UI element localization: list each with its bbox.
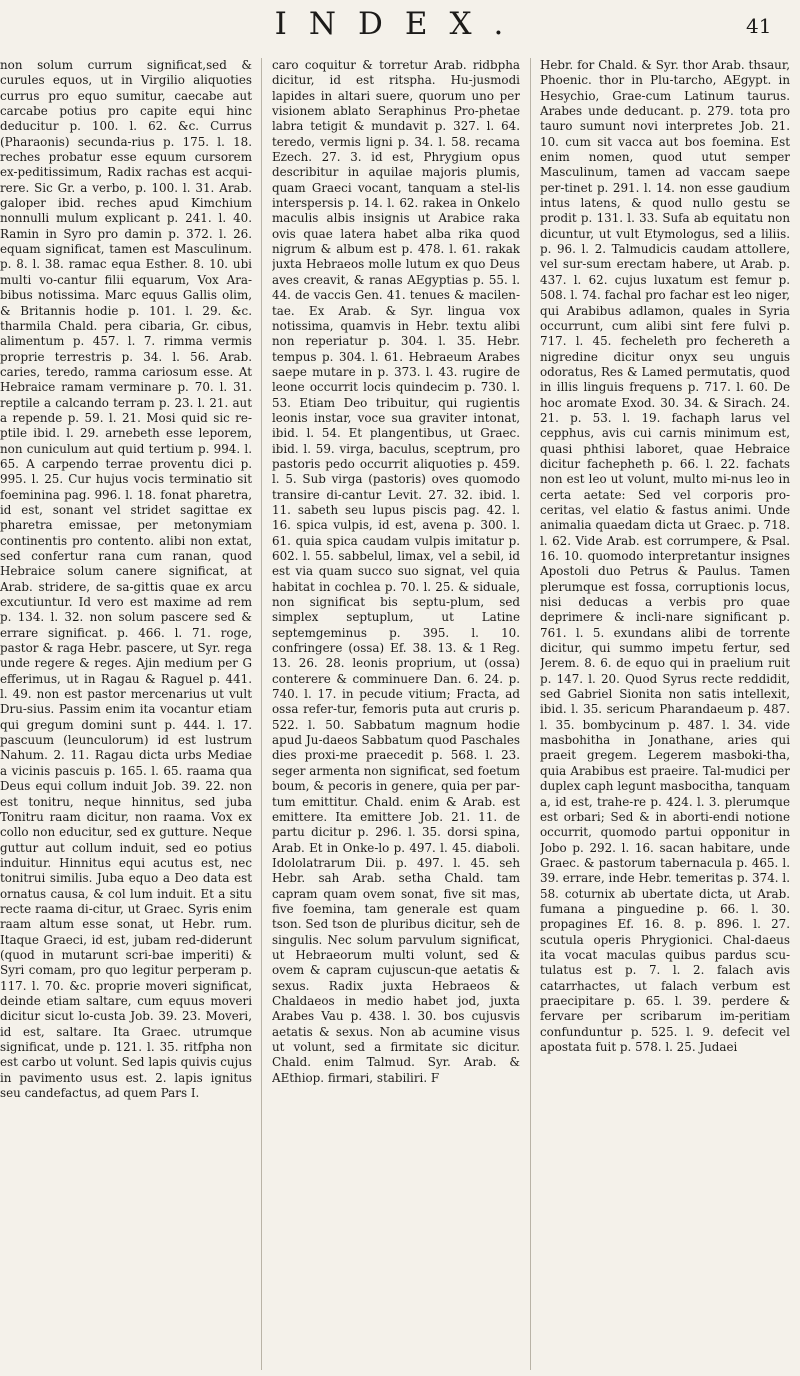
column-divider [530,58,531,1370]
running-title: INDEX. [274,6,526,42]
column-divider [261,58,262,1370]
column-text: Hebr. for Chald. & Syr. thor Arab. thsaur, Phoenic. thor in Plu-tarcho, AEgypt. in Hesychio, Grae-cum Latinum taurus. Arabes unde deducant. p. 279. tota pro tauro sumunt novi interpretes Job. 21. 10. cum sit vacca aut bos foemina. Est enim nomen, quod utut semper Masculinum, tamen ad vaccam saepe per-tinet p. 291. l. 14. non esse gaudium intus latens, & quod nullo gestu se prodit p. 131. l. 33. Sufa ab equitatu non dicuntur, ut vult Etymologus, sed a liliis. p. 96. l. 2. Talmudicis caudam attollere, vel sur-sum erectam habere, ut Arab. p. 437. l. 62. cujus luxatum est femur p. 508. l. 74. fachal pro fachar est leo niger, qui Arabibus adlamon, quales in Syria occurrunt, cum alibi sint fere fulvi p. 717. l. 45. fecheleth pro fechereth a nigredine dicitur onyx seu unguis odoratus, Res & Lamed permutatis, quod in illis linguis frequens p. 717. l. 60. De hoc aromate Exod. 30. 34. & Sirach. 24. 21. p. 53. l. 19. fachaph larus vel cepphus, avis cui carnis minimum est, quasi phthisi laboret, quae Hebraice dicitur fachepheth p. 66. l. 22. fachats non est leo ut volunt, multo mi-nus leo in certa aetate: Sed vel corporis pro-ceritas, vel elatio & fastus animi. Unde animalia quaedam dicta ut Graec. p. 718. l. 62. Vide Arab. est corrumpere, & Psal. 16. 10. quomodo interpretantur insignes Apostoli duo Petrus & Paulus. Tamen plerumque est fossa, corruptionis locus, nisi deducas a verbis pro quae deprimere & incli-nare significant p. 761. l. 5. exundans alibi de torrente dicitur, qui summo impetu fertur, sed Jerem. 8. 6. de equo qui in praelium ruit p. 147. l. 20. Quod Syrus recte reddidit, sed Gabriel Sionita non satis intellexit, ibid. l. 35. sericum Pharandaeum p. 487. l. 35. bombycinum p. 487. l. 34. vide masbohitha in Jonathane, aries qui praeit gregem. Legerem masboki-tha, quia Arabibus est praeire. Tal-mudici per duplex caph legunt masbocitha, tanquam a, id est, trahe-re p. 424. l. 3. plerumque est orbari; Sed & in aborti-endi notione occurrit, quomodo partui opponitur in Jobo p. 292. l. 16. sacan habitare, unde Graec. & pastorum tabernacula p. 465. l. 39. errare, inde Hebr. temeritas p. 374. l. 58. coturnix ab ubertate dicta, ut Arab. fumana a pinguedine p. 66. l. 30. propagines Ef. 16. 8. p. 896. l. 27. scutula operis Phrygionici. Chal-daeus ita vocat maculas quibus pardus scu-tulatus est p. 7. l. 2. falach avis catarrhactes, ut falach verbum est praecipitare p. 65. l. 39. perdere & fervare per scribarum im-peritiam confunduntur p. 525. l. 9. defecit vel apostata fuit p. 578. l. 25. Judaei [540,58,790,1054]
column-text: caro coquitur & torretur Arab. ridbpha dicitur, id est ritspha. Hu-jusmodi lapides in altari suere, quorum uno per visionem ablato Seraphinus Pro-phetae labra tetigit & mundavit p. 327. l. 64. teredo, vermis ligni p. 34. l. 58. recama Ezech. 27. 3. id est, Phrygium opus describitur in aquilae majoris plumis, quam Graeci vocant, tanquam a stel-lis interspersis p. 14. l. 62. rakea in Onkelo maculis albis insignis ut Arabice raka ovis quae latera habet alba rika quod nigrum & album est p. 478. l. 61. rakak juxta Hebraeos molle lutum ex quo Deus aves creavit, & ranas AEgyptias p. 55. l. 44. de vaccis Gen. 41. tenues & macilen-tae. Ex Arab. & Syr. lingua vox notissima, quamvis in Hebr. textu alibi non reperiatur p. 304. l. 35. Hebr. tempus p. 304. l. 61. Hebraeum Arabes saepe mutare in p. 373. l. 43. rugire de leone occurrit locis quindecim p. 730. l. 53. Etiam Deo tribuitur, qui rugientis leonis instar, voce sua graviter intonat, ibid. l. 54. Et plangentibus, ut Graec. ibid. l. 59. virga, baculus, sceptrum, pro pastoris pedo occurrit aliquoties p. 459. l. 5. Sub virga (pastoris) oves quomodo transire di-cantur Levit. 27. 32. ibid. l. 11. sabeth seu lupus piscis pag. 42. l. 16. spica vulpis, id est, avena p. 300. l. 61. quia spica caudam vulpis imitatur p. 602. l. 55. sabbelul, limax, vel a sebil, id est via quam succo suo signat, vel quia habitat in cochlea p. 70. l. 25. & siduale, non significat bis septu-plum, sed simplex septuplum, ut Latine septemgeminus p. 395. l. 10. confringere (ossa) Ef. 38. 13. & 1 Reg. 13. 26. 28. leonis proprium, ut (ossa) conterere & comminuere Dan. 6. 24. p. 740. l. 17. in pecude vitium; Fracta, ad ossa refer-tur, femoris puta aut cruris p. 522. l. 50. Sabbatum magnum hodie apud Ju-daeos Sabbatum quod Paschales dies proxi-me praecedit p. 568. l. 23. seger armenta non significat, sed foetum boum, & pecoris in genere, quia per par-tum emittitur. Chald. enim & Arab. est emittere. Ita emittere Job. 21. 11. de partu dicitur p. 296. l. 35. dorsi spina, Arab. Et in Onke-lo p. 497. l. 45. diaboli. Idololatrarum Dii. p. 497. l. 45. seh Hebr. sah Arab. setha Chald. tam capram quam ovem sonat, five sit mas, five foemina, tam generale est quam tson. Sed tson de pluribus dicitur, seh de singulis. Nec solum parvulum significat, ut Hebraeorum multi volunt, sed & ovem & capram cujuscun-que aetatis & sexus. Radix juxta Hebraeos & Chaldaeos in medio habet jod, juxta Arabes Vau p. 438. l. 30. bos cujusvis aetatis & sexus. Non ab acumine visus ut volunt, sed a firmitate sic dicitur. Chald. enim Talmud. Syr. Arab. & AEthiop. firmari, stabiliri. F [272,58,520,1085]
index-column-middle [272,58,520,1370]
index-column-left [0,58,252,1370]
column-text: non solum currum significat,sed & curules equos, ut in Virgilio aliquoties currus pro equo sumitur, caecabe aut carcabe potius pro capite equi hinc deducitur p. 100. l. 62. &c. Currus (Pharaonis) secunda-rius p. 175. l. 18. reches probatur esse equum cursorem ex-peditissimum, Radix rachas est acqui-rere. Sic Gr. a verbo, p. 100. l. 31. Arab. galoper ibid. reches apud Kimchium nonnulli mulum explicant p. 241. l. 40. Ramin in Syro pro damin p. 372. l. 26. equam significat, tamen est Masculinum. p. 8. l. 38. ramac equa Esther. 8. 10. ubi multi vo-cantur filii equarum, Vox Ara-bibus notissima. Marc equus Gallis olim, & Britannis hodie p. 101. l. 29. &c. tharmila Chald. pera cibaria, Gr. cibus, alimentum p. 457. l. 7. rimma vermis proprie terrestris p. 34. l. 56. Arab. caries, teredo, ramma cariosum esse. At Hebraice ramam verminare p. 70. l. 31. reptile a calcando terram p. 23. l. 21. aut a repende p. 59. l. 21. Mosi quid sic re-ptile ibid. l. 29. arnebeth esse leporem, non cuniculum aut quid tertium p. 994. l. 65. A carpendo terrae proventu dici p. 995. l. 25. Cur hujus vocis terminatio sit foeminina pag. 996. l. 18. fonat pharetra, id est, sonant vel stridet sagittae ex pharetra emissae, per metonymiam continentis pro contento. alibi non extat, sed confertur rana cum ranan, quod Hebraice solum canere significat, at Arab. stridere, de sa-gittis quae ex arcu excutiuntur. Id vero est maxime ad rem p. 134. l. 32. non solum pascere sed & errare significat. p. 466. l. 71. roge, pastor & raga Hebr. pascere, ut Syr. rega unde regere & reges. Ajin medium per G efferimus, ut in Ragau & Raguel p. 441. l. 49. non est pastor mercenarius ut vult Dru-sius. Passim enim ita vocantur etiam qui gregum domini sunt p. 444. l. 17. pascuum (leunculorum) id est lustrum Nahum. 2. 11. Ragau dicta urbs Mediae a vicinis pascuis p. 165. l. 65. raama qua Deus equi collum induit Job. 39. 22. non est tonitru, neque hinnitus, sed juba Tonitru raam dicitur, non raama. Vox ex collo non educitur, sed ex gutture. Neque guttur aut collum induit, sed eo potius induitur. Hinnitus equi acutus est, nec tonitrui similis. Juba equo a Deo data est ornatus causa, & col lum induit. Et a situ recte raama di-citur, ut Graec. Syris enim raam altum esse sonat, ut Hebr. rum. Itaque Graeci, id est, jubam red-diderunt (quod in mutarunt scri-bae imperiti) & Syri comam, pro quo legitur perperam p. 117. l. 70. &c. proprie moveri significat, deinde etiam saltare, cum equus moveri dicitur sicut lo-custa Job. 39. 23. Moveri, id est, saltare. Ita Graec. utrumque significat, unde p. 121. l. 35. ritfpha non est carbo ut volunt. Sed lapis quivis cujus in pavimento usus est. 2. lapis ignitus seu candefactus, ad quem Pars I. [0,58,252,1101]
index-column-right [540,58,790,1370]
page-number: 41 [746,14,772,38]
